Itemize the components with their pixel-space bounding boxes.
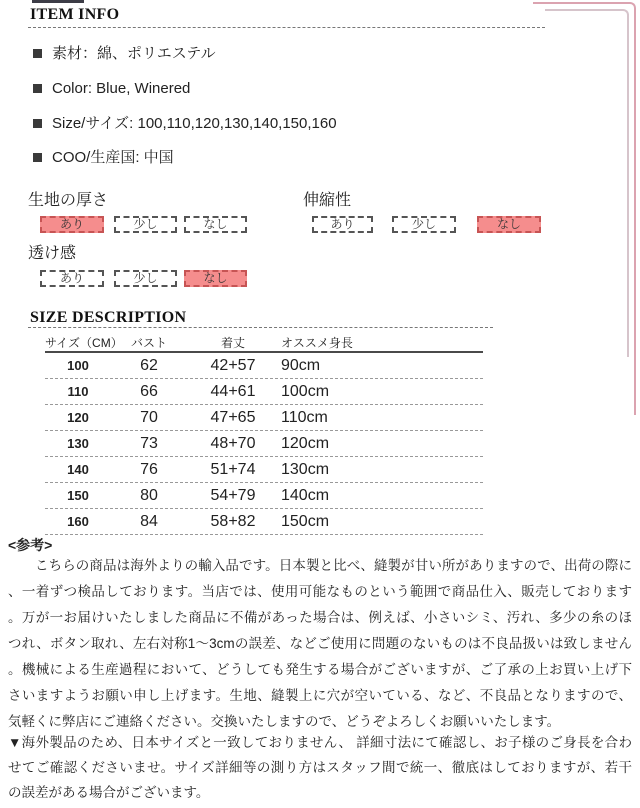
table-row: [45, 405, 483, 431]
cell-bust: 76: [140, 460, 158, 478]
reference-line: せてご確認くださいませ。サイズ詳細等の測り方はスタッフ間で統一、徹底はしておりますが、若干: [8, 760, 632, 775]
reference-line: つれ、ボタン取れ、左右対称1〜3cmの誤差、などご使用に問題のないものは不良品扱いは致しません: [8, 636, 632, 651]
cell-size: 100: [67, 358, 89, 373]
decorative-corner-frame-inner: [545, 9, 629, 357]
cell-height: 110cm: [281, 408, 328, 426]
reference-line: 、一着ずつ検品しております。当店では、使用可能なものという範囲で商品仕入、販売しております: [8, 584, 632, 599]
cell-bust: 66: [140, 382, 158, 400]
cell-bust: 70: [140, 408, 158, 426]
coo-text: COO/生産国: 中国: [52, 149, 174, 166]
reference-heading: <参考>: [8, 537, 53, 553]
cell-height: 150cm: [281, 512, 330, 530]
material-text: 素材：綿、ポリエステル: [52, 45, 216, 62]
stretch-option-ari: あり: [312, 216, 373, 233]
column-header-recommended-height: オススメ身長: [281, 336, 353, 350]
reference-line: 。万が一お届けいたしました商品に不備があった場合は、例えば、小さいシミ、汚れ、多少の糸のほ: [8, 610, 632, 625]
bullet-square-icon: [33, 84, 42, 93]
fabric-thickness-label: 生地の厚さ: [28, 192, 109, 209]
item-info-divider: [28, 27, 545, 28]
fabric-thickness-option-sukoshi: 少し: [114, 216, 177, 233]
cell-bust: 80: [140, 486, 158, 504]
cell-length: 48+70: [210, 434, 256, 452]
cell-length: 51+74: [210, 460, 256, 478]
table-row: [45, 379, 483, 405]
cell-length: 44+61: [210, 382, 256, 400]
cell-length: 54+79: [210, 486, 256, 504]
cell-length: 58+82: [210, 512, 256, 530]
cell-size: 130: [67, 436, 89, 451]
fabric-thickness-option-nashi: なし: [184, 216, 247, 233]
bullet-square-icon: [33, 153, 42, 162]
sheerness-option-ari: あり: [40, 270, 104, 287]
reference-paragraph-import-notice: [8, 556, 632, 738]
cell-size: 140: [67, 462, 89, 477]
cell-size: 150: [67, 488, 89, 503]
cell-length: 42+57: [210, 356, 256, 374]
cell-height: 140cm: [281, 486, 330, 504]
size-table: [45, 334, 483, 535]
stretch-option-sukoshi: 少し: [392, 216, 456, 233]
column-header-bust: バスト: [130, 336, 167, 350]
color-text: Color: Blue, Winered: [52, 80, 191, 97]
sheerness-option-sukoshi: 少し: [114, 270, 177, 287]
reference-line: こちらの商品は海外よりの輸入品です。日本製と比べ、縫製が甘い所がありますので、出荷の際に: [35, 558, 632, 573]
cell-height: 120cm: [281, 434, 330, 452]
cell-bust: 73: [140, 434, 158, 452]
cell-bust: 62: [140, 356, 158, 374]
cell-height: 130cm: [281, 460, 330, 478]
cell-size: 110: [67, 384, 89, 399]
column-header-length: 着丈: [220, 336, 245, 350]
bullet-square-icon: [33, 49, 42, 58]
table-row: [45, 483, 483, 509]
reference-line: ▼海外製品のため、日本サイズと一致しておりません、 詳細寸法にて確認し、お子様のご身長を合わ: [8, 735, 632, 750]
reference-line: の誤差がある場合がございます。: [8, 785, 210, 800]
table-row: [45, 457, 483, 483]
cell-length: 47+65: [210, 408, 256, 426]
sheerness-label: 透け感: [28, 245, 77, 262]
size-description-heading: SIZE DESCRIPTION: [30, 309, 187, 326]
cell-size: 120: [67, 410, 89, 425]
size-row: [33, 115, 337, 132]
size-text: Size/サイズ: 100,110,120,130,140,150,160: [52, 115, 337, 132]
column-header-size: サイズ（CM）: [45, 336, 123, 350]
reference-paragraph-sizing-notice: [8, 733, 632, 808]
reference-line: 。機械による生産過程において、どうしても発生する場合がございますが、ご了承の上お買い上げ下: [8, 662, 632, 677]
item-info-heading: ITEM INFO: [30, 6, 120, 23]
sheerness-option-nashi: なし: [184, 270, 247, 287]
material-row: [33, 45, 216, 62]
stretch-option-nashi: なし: [477, 216, 541, 233]
size-table-header-row: [45, 334, 483, 353]
table-row: [45, 431, 483, 457]
reference-line: 気軽くに弊店にご連絡ください。交換いたしますので、どうぞよろしくお願いいたします。: [8, 714, 561, 729]
stretch-label: 伸縮性: [303, 192, 352, 209]
table-row: [45, 509, 483, 535]
reference-line: さいますようお願い申し上げます。生地、縫製上に穴が空いている、など、不良品となりますので、: [8, 688, 632, 703]
size-description-divider: [28, 327, 493, 328]
cell-bust: 84: [140, 512, 158, 530]
table-row: [45, 353, 483, 379]
bullet-square-icon: [33, 119, 42, 128]
fabric-thickness-option-ari: あり: [40, 216, 104, 233]
coo-row: [33, 149, 174, 166]
cell-height: 90cm: [281, 356, 321, 374]
cropped-content-fragment: [32, 0, 84, 3]
color-row: [33, 80, 190, 97]
cell-height: 100cm: [281, 382, 330, 400]
cell-size: 160: [67, 514, 89, 529]
